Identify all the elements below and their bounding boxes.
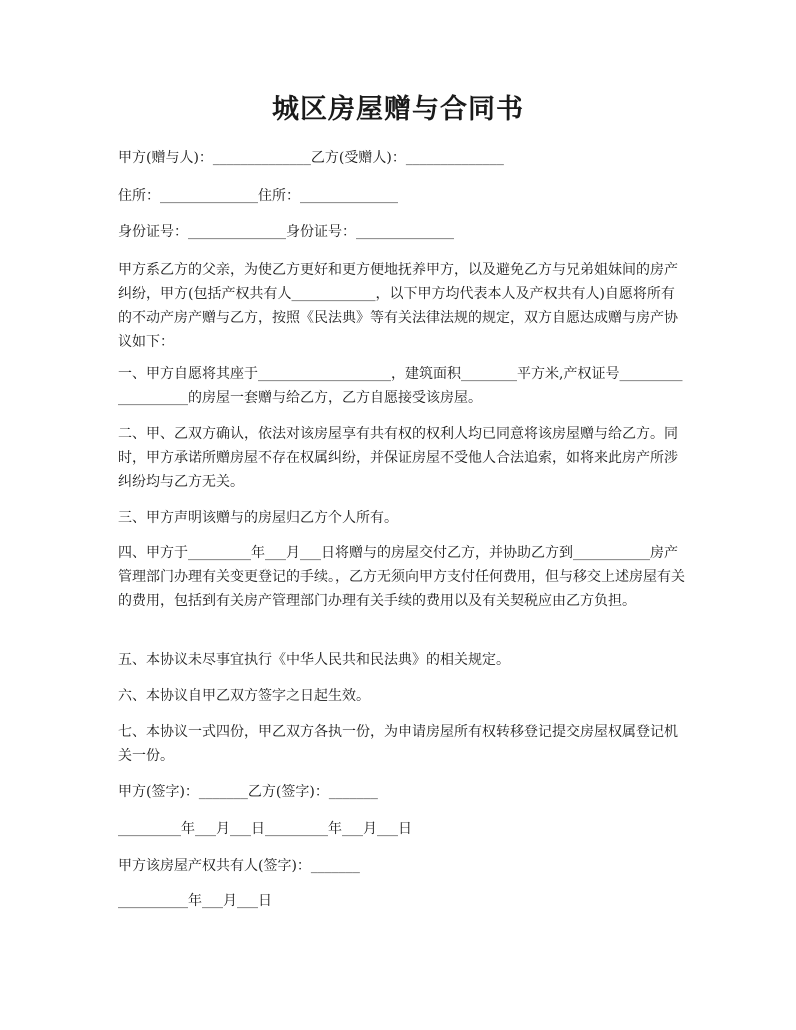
clause-6: 六、本协议自甲乙双方签字之日起生效。	[118, 688, 370, 704]
party-names-line: 甲方(赠与人)：______________乙方(受赠人)：______________	[118, 150, 504, 166]
co-owner-signature-line: 甲方该房屋产权共有人(签字)：_______	[118, 858, 360, 874]
co-owner-date-line: __________年___月___日	[118, 893, 272, 909]
clause-4: 四、甲方于_________年___月___日将赠与的房屋交付乙方，并协助乙方到___________房产管理部门办理有关变更登记的手续。，乙方无须向甲方支付任何费用，但与移交上述房屋有关的费用，包括到有关房产管理部门办理有关手续的费用以及有关契税应由乙方负担。	[118, 545, 685, 609]
document-title: 城区房屋赠与合同书	[272, 94, 524, 125]
signature-line: 甲方(签字)：_______乙方(签字)：_______	[118, 784, 378, 800]
clause-3: 三、甲方声明该赠与的房屋归乙方个人所有。	[118, 510, 398, 526]
id-number-line: 身份证号：______________身份证号：______________	[118, 224, 454, 240]
clause-2: 二、甲、乙双方确认，依法对该房屋享有共有权的权利人均已同意将该房屋赠与给乙方。同时，甲方承诺所赠房屋不存在权属纠纷，并保证房屋不受他人合法追索，如将来此房产所涉纠纷均与乙方无关。	[118, 426, 678, 490]
signature-date-line: _________年___月___日_________年___月___日	[118, 821, 412, 837]
clause-1: 一、甲方自愿将其座于___________________，建筑面积________平方米,产权证号___________________的房屋一套赠与给乙方，乙方自愿接受该房屋。	[118, 366, 683, 406]
preamble-paragraph: 甲方系乙方的父亲，为使乙方更好和更方便地抚养甲方，以及避免乙方与兄弟姐妹间的房产纠纷，甲方(包括产权共有人____________，以下甲方均代表本人及产权共有人)自愿将所有的不动产房产赠与乙方，按照《民法典》等有关法律法规的规定，双方自愿达成赠与房产协议如下：	[118, 262, 678, 350]
address-line: 住所：______________住所：______________	[118, 188, 398, 204]
clause-5: 五、本协议未尽事宜执行《中华人民共和民法典》的相关规定。	[118, 652, 510, 668]
clause-7: 七、本协议一式四份，甲乙双方各执一份，为申请房屋所有权转移登记提交房屋权属登记机关一份。	[118, 724, 678, 764]
